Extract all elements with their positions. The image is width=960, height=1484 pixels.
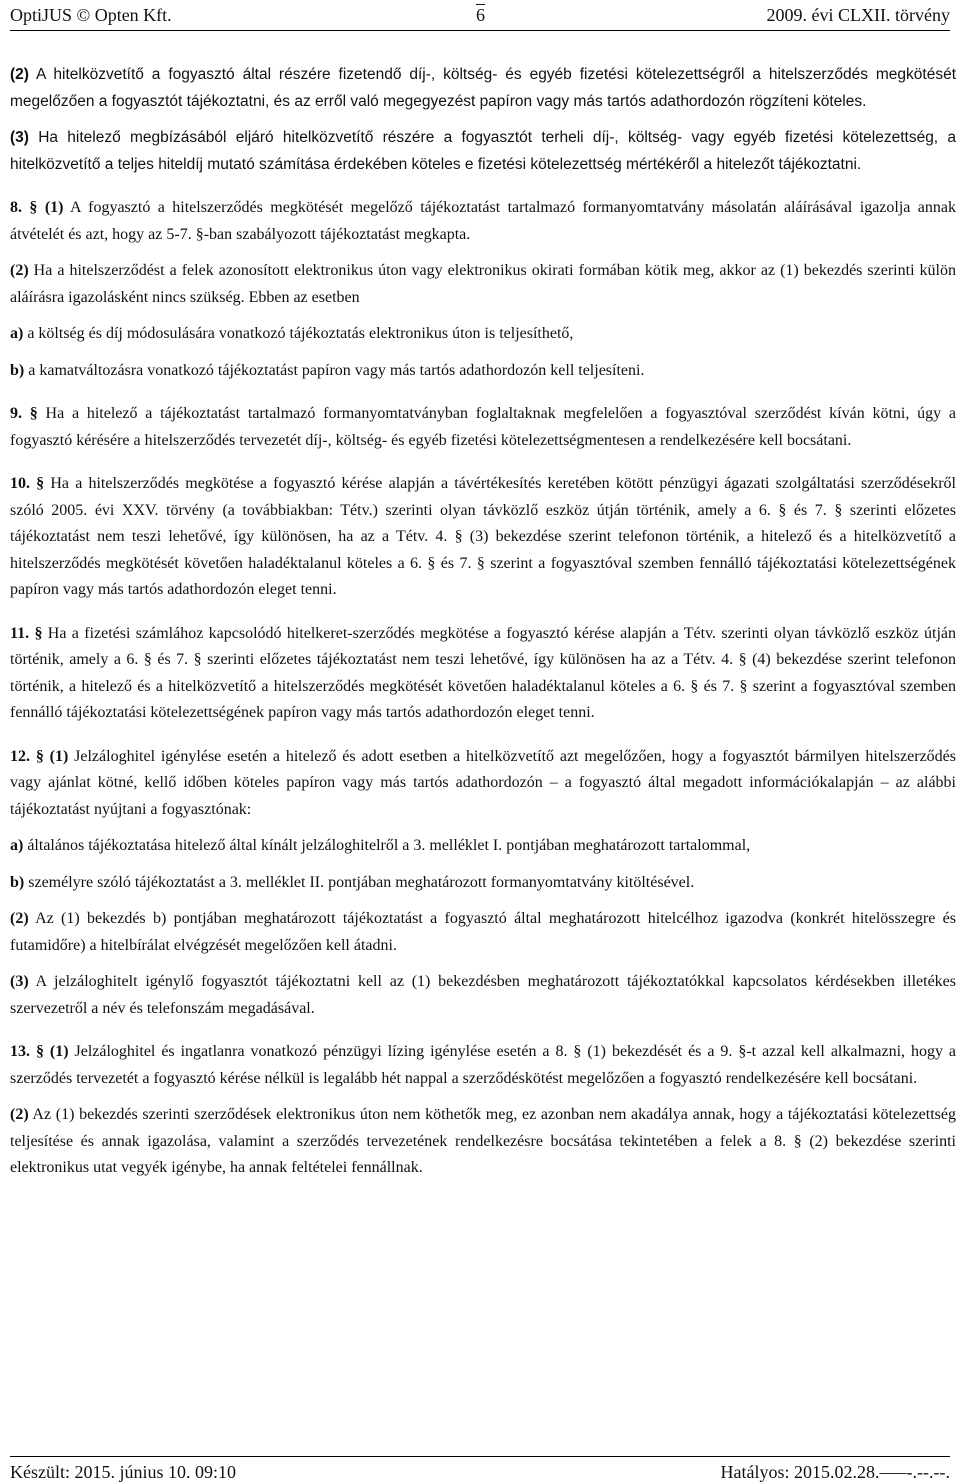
effective-date: Hatályos: 2015.02.28.–––-.--.--. — [720, 1462, 950, 1482]
section-number: 11. § — [10, 624, 43, 642]
section-number: 10. § — [10, 475, 45, 492]
section-8-paragraph-2 — [10, 258, 956, 311]
page-number: 6 — [476, 5, 485, 25]
paragraph-text: Ha hitelező megbízásából eljáró hitelközvetítő részére a fogyasztót terheli díj-, költség- vagy egyéb fizetési kötelezettség, a hitelközvetítő a teljes hiteldíj mutató számítása érdekében köteles e fizetési kötelezettség mértékéről a hitelezőt tájékoztatni. — [10, 129, 956, 173]
section-number: 9. § — [10, 405, 38, 422]
section-number: 12. § (1) — [10, 747, 69, 765]
section-number: 8. § (1) — [10, 199, 64, 216]
point-label: b) — [10, 361, 25, 379]
paragraph-number: (2) — [10, 262, 29, 279]
point-label: a) — [10, 325, 24, 342]
section-11 — [10, 621, 956, 727]
section-13-paragraph-2 — [10, 1102, 956, 1182]
page-header — [10, 0, 950, 30]
section-12-paragraph-2 — [10, 906, 956, 959]
paragraph-text: Az (1) bekezdés b) pontjában meghatározott tájékoztatást a fogyasztó által meghatározott hitelcélhoz igazodva (konkrét hitelösszegre és futamidőre) a hitelbírálat elvégzését megelőzően kell átadni. — [10, 910, 956, 954]
section-text: A fogyasztó a hitelszerződés megkötését megelőző tájékoztatást tartalmazó formanyomtatvány másolatán aláírásával igazolja annak átvételét és azt, hogy az 5-7. §-ban szabályozott tájékoztatást megkapta. — [10, 199, 957, 243]
page-footer — [10, 1460, 950, 1484]
section-12-point-a — [10, 833, 956, 860]
paragraph-text: Az (1) bekezdés szerinti szerződések elektronikus úton nem köthetők meg, ez azonban nem akadálya annak, hogy a tájékoztatási kötelezettség teljesítése és annak igazolása, valamint a szerződés tervezetének rendelkezésre bocsátása tekintetében a felek a 8. § (2) bekezdése szerinti elektronikus utat vegyék igénybe, ha annak feltételei fennállnak. — [10, 1106, 956, 1176]
paragraph-text: A jelzáloghitelt igénylő fogyasztót tájékoztatni kell az (1) bekezdésben meghatározott tájékoztatókkal kapcsolatos kérdésekben illetékes szervezetről a név és telefonszám megadásával. — [10, 973, 956, 1017]
section-8-point-b — [10, 358, 956, 385]
point-text: személyre szóló tájékoztatást a 3. melléklet II. pontjában meghatározott formanyomtatvány kitöltésével. — [24, 873, 695, 891]
paragraph-number: (2) — [10, 1106, 29, 1123]
paragraph-text: Ha a hitelszerződést a felek azonosított elektronikus úton vagy elektronikus okirati formában kötik meg, akkor az (1) bekezdés szerinti külön aláírásra igazolásként nincs szükség. Ebben az esetben — [10, 262, 956, 306]
header-rule — [10, 30, 950, 31]
section-10 — [10, 471, 956, 604]
paragraph-number: (2) — [10, 910, 29, 927]
document-body — [10, 62, 956, 1182]
point-text: a kamatváltozásra vonatkozó tájékoztatást papíron vagy más tartós adathordozón kell teljesíteni. — [24, 361, 645, 379]
generated-date: Készült: 2015. június 10. 09:10 — [10, 1462, 236, 1482]
section-12-point-b — [10, 870, 956, 897]
paragraph-2 — [10, 62, 956, 115]
paragraph-text: A hitelközvetítő a fogyasztó által részére fizetendő díj-, költség- és egyéb fizetési kötelezettségről a hitelszerződés megkötését megelőzően a fogyasztót tájékoztatni, és az erről való megegyezést papíron vagy más tartós adathordozón rögzíteni köteles. — [10, 66, 956, 110]
section-8 — [10, 195, 956, 248]
section-text: Ha a hitelező a tájékoztatást tartalmazó formanyomtatványban foglaltaknak megfelelően a fogyasztóval szerződést kíván kötni, úgy a fogyasztó kérésére a hitelszerződés tervezetét díj-, költség- és egyéb fizetési kötelezettségmentesen a rendelkezésére kell bocsátani. — [10, 405, 957, 449]
section-text: Jelzáloghitel igénylése esetén a hitelező és adott esetben a hitelközvetítő azt megelőzően, hogy a fogyasztót bármilyen hitelszerződés vagy ajánlat kötné, kellő időben köteles papíron vagy más tartós adathordozón – a fogyasztó által megadott információkalapján – az alábbi tájékoztatást nyújtani a fogyasztónak: — [10, 747, 957, 818]
paragraph-number: (3) — [10, 129, 29, 146]
section-9 — [10, 401, 956, 454]
point-text: általános tájékoztatása hitelező által kínált jelzáloghitelről a 3. melléklet I. pontjában meghatározott tartalommal, — [23, 837, 751, 854]
paragraph-number: (3) — [10, 973, 29, 990]
footer-rule — [10, 1456, 950, 1457]
section-text: Jelzáloghitel és ingatlanra vonatkozó pénzügyi lízing igénylése esetén a 8. § (1) bekezdését és a 9. §-t azzal kell alkalmazni, hogy a szerződés tervezetét a fogyasztó kérése nélkül is legalább hét nappal a szerződéskötést megelőzően a fogyasztó rendelkezésére kell bocsátani. — [10, 1043, 957, 1087]
point-label: b) — [10, 873, 25, 891]
publisher-label: OptiJUS © Opten Kft. — [10, 5, 172, 25]
point-text: a költség és díj módosulására vonatkozó tájékoztatás elektronikus úton is teljesíthető, — [23, 325, 574, 342]
paragraph-3 — [10, 125, 956, 178]
section-13 — [10, 1039, 956, 1092]
section-8-point-a — [10, 321, 956, 348]
section-12-paragraph-3 — [10, 969, 956, 1022]
section-number: 13. § (1) — [10, 1043, 69, 1060]
law-title: 2009. évi CLXII. törvény — [766, 5, 950, 25]
section-text: Ha a hitelszerződés megkötése a fogyasztó kérése alapján a távértékesítés keretében kötött pénzügyi ágazati szolgáltatási szerződésekről szóló 2005. évi XXV. törvény (a továbbiakban: Tétv.) szerinti olyan távközlő eszköz útján történik, amely a 6. § és 7. § szerinti előzetes tájékoztatást nem teszi lehetővé, így különösen, ha az a Tétv. 4. § (3) bekezdése szerint telefonon történik, a hitelező és a hitelközvetítő a hitelszerződés megkötését követően haladéktalanul köteles a 6. § és 7. § szerint a fogyasztóval szemben fennálló tájékoztatási kötelezettségének papíron vagy más tartós adathordozón eleget tenni. — [10, 475, 957, 598]
paragraph-number: (2) — [10, 66, 29, 83]
section-12 — [10, 744, 956, 824]
point-label: a) — [10, 837, 24, 854]
section-text: Ha a fizetési számlához kapcsolódó hitelkeret-szerződés megkötése a fogyasztó kérése alapján a Tétv. szerinti olyan távközlő eszköz útján történik, amely a 6. § és 7. § szerinti előzetes tájékoztatást nem teszi lehetővé, így különösen ha az a Tétv. 4. § (4) bekezdése szerint telefonon történik, a hitelező és a hitelközvetítő a hitelszerződés megkötését követően haladéktalanul köteles a 6. § és 7. § szerint a fogyasztóval szemben fennálló tájékoztatási kötelezettségének papíron vagy más tartós adathordozón eleget tenni. — [10, 624, 956, 721]
